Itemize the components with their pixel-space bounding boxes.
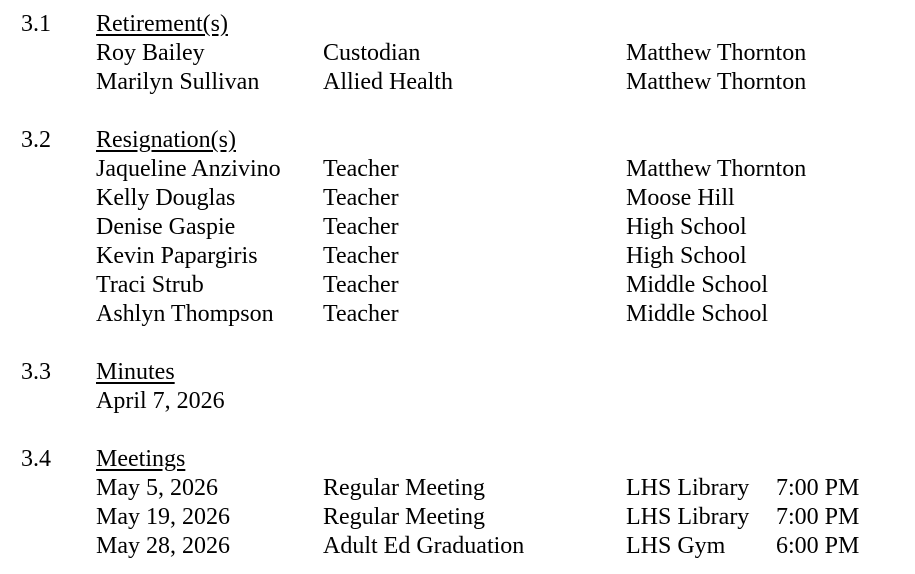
employee-location: Matthew Thornton xyxy=(626,40,807,66)
meeting-time: 7:00 PM xyxy=(776,504,860,530)
section-heading: Retirement(s) xyxy=(96,11,228,37)
table-row xyxy=(0,155,915,184)
section-heading: Resignation(s) xyxy=(96,127,236,153)
employee-location: High School xyxy=(626,243,747,269)
employee-name: Jaqueline Anzivino xyxy=(96,156,281,182)
meeting-event: Regular Meeting xyxy=(323,504,485,530)
section-number: 3.2 xyxy=(21,127,51,153)
employee-location: Middle School xyxy=(626,301,768,327)
employee-name: Marilyn Sullivan xyxy=(96,69,260,95)
meeting-event: Regular Meeting xyxy=(323,475,485,501)
employee-name: Denise Gaspie xyxy=(96,214,236,240)
meeting-event: Adult Ed Graduation xyxy=(323,533,525,559)
table-row xyxy=(0,213,915,242)
table-row xyxy=(0,503,915,532)
employee-name: Roy Bailey xyxy=(96,40,205,66)
employee-name: Ashlyn Thompson xyxy=(96,301,274,327)
employee-location: Middle School xyxy=(626,272,768,298)
meeting-time: 7:00 PM xyxy=(776,475,860,501)
minutes-date: April 7, 2026 xyxy=(96,388,225,414)
section-number: 3.1 xyxy=(21,11,51,37)
employee-name: Kevin Papargiris xyxy=(96,243,258,269)
section-header xyxy=(0,358,915,387)
section-header xyxy=(0,445,915,474)
meeting-location: LHS Library xyxy=(626,504,750,530)
employee-name: Traci Strub xyxy=(96,272,204,298)
meeting-location: LHS Gym xyxy=(626,533,726,559)
meeting-date: May 19, 2026 xyxy=(96,504,230,530)
section-number: 3.4 xyxy=(21,446,51,472)
section-header xyxy=(0,10,915,39)
employee-role: Teacher xyxy=(323,156,399,182)
meeting-time: 6:00 PM xyxy=(776,533,860,559)
employee-name: Kelly Douglas xyxy=(96,185,236,211)
meeting-location: LHS Library xyxy=(626,475,750,501)
employee-role: Teacher xyxy=(323,243,399,269)
table-row xyxy=(0,532,915,561)
section-header xyxy=(0,126,915,155)
meeting-date: May 28, 2026 xyxy=(96,533,230,559)
meeting-date: May 5, 2026 xyxy=(96,475,218,501)
table-row xyxy=(0,39,915,68)
employee-role: Custodian xyxy=(323,40,421,66)
table-row xyxy=(0,184,915,213)
employee-role: Teacher xyxy=(323,214,399,240)
employee-location: Matthew Thornton xyxy=(626,69,807,95)
employee-location: Moose Hill xyxy=(626,185,735,211)
table-row xyxy=(0,474,915,503)
table-row xyxy=(0,68,915,97)
employee-role: Teacher xyxy=(323,185,399,211)
employee-location: High School xyxy=(626,214,747,240)
table-row xyxy=(0,242,915,271)
employee-location: Matthew Thornton xyxy=(626,156,807,182)
employee-role: Allied Health xyxy=(323,69,453,95)
employee-role: Teacher xyxy=(323,301,399,327)
table-row xyxy=(0,271,915,300)
table-row xyxy=(0,387,915,416)
section-heading: Minutes xyxy=(96,359,175,385)
section-number: 3.3 xyxy=(21,359,51,385)
section-heading: Meetings xyxy=(96,446,186,472)
employee-role: Teacher xyxy=(323,272,399,298)
table-row xyxy=(0,300,915,329)
